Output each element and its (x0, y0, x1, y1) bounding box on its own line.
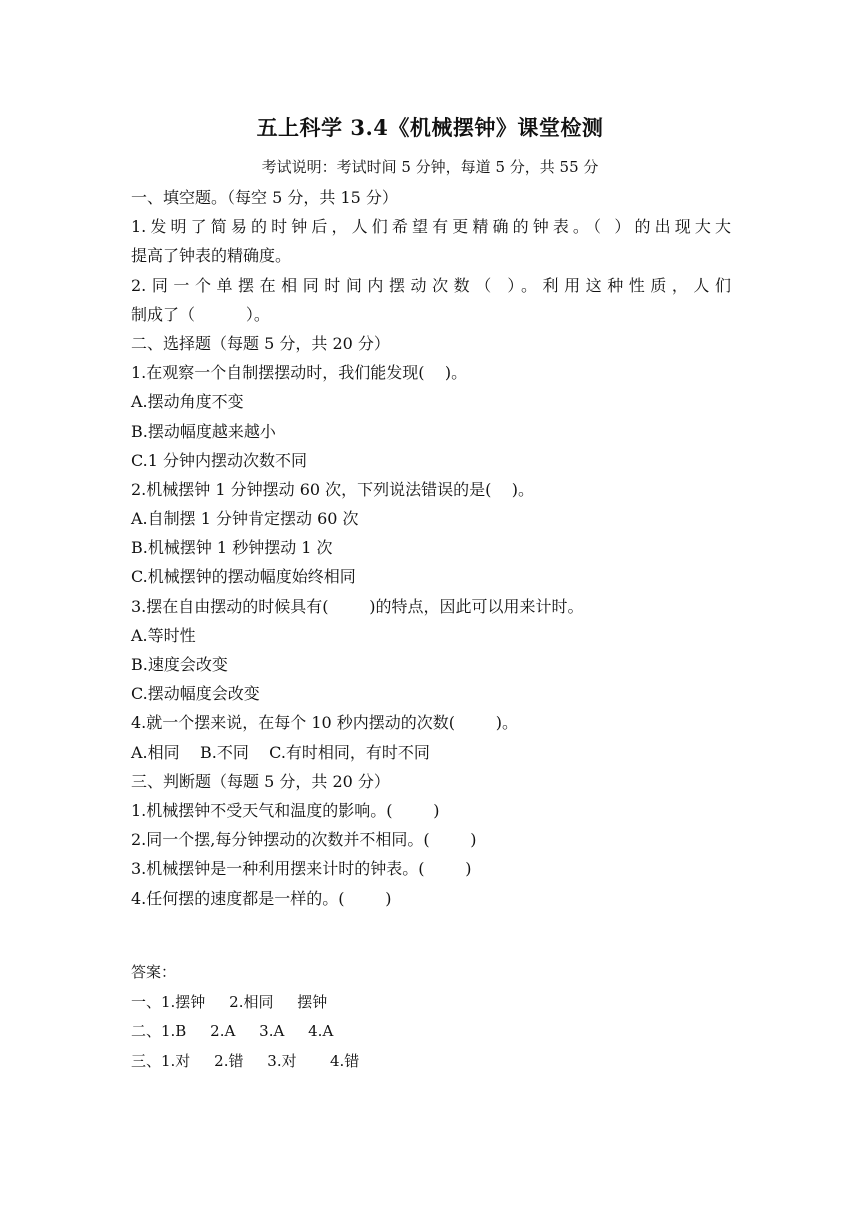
answer-line: 一、1.摆钟 2.相同 摆钟 (131, 992, 328, 1011)
question-body (131, 183, 731, 913)
answer-key (131, 958, 731, 1076)
option-line: A.相同 B.不同 C.有时相同，有时不同 (131, 742, 430, 762)
question-line: 4.就一个摆来说，在每个 10 秒内摆动的次数( )。 (131, 713, 518, 733)
exam-instructions: 考试说明：考试时间 5 分钟，每道 5 分，共 55 分 (261, 158, 599, 176)
question-line: 4.任何摆的速度都是一样的。( ) (131, 888, 392, 908)
option-line: A.自制摆 1 分钟肯定摆动 60 次 (131, 509, 359, 529)
option-line: B.速度会改变 (131, 655, 228, 674)
question-line: 制成了（ ）。 (131, 304, 270, 324)
question-line: 提高了钟表的精确度。 (131, 246, 292, 266)
section-heading-multiple-choice: 二、选择题（每题 5 分，共 20 分） (131, 333, 390, 353)
section-heading-fill-blank: 一、填空题。（每空 5 分，共 15 分） (131, 188, 398, 207)
option-line: C.机械摆钟的摆动幅度始终相同 (131, 567, 356, 587)
question-line: 1.发明了简易的时钟后，人们希望有更精确的钟表。（ ）的出现大大 (131, 217, 731, 237)
answer-line: 三、1.对 2.错 3.对 4.错 (131, 1051, 360, 1070)
option-line: B.机械摆钟 1 秒钟摆动 1 次 (131, 538, 333, 558)
section-heading-true-false: 三、判断题（每题 5 分，共 20 分） (131, 771, 390, 791)
question-line: 2.同一个单摆在相同时间内摆动次数（ ）。利用这种性质，人们 (131, 275, 731, 295)
answer-heading: 答案： (131, 963, 177, 981)
question-line: 1.机械摆钟不受天气和温度的影响。( ) (131, 800, 440, 820)
question-line: 1.在观察一个自制摆摆动时，我们能发现( )。 (131, 363, 468, 383)
question-line: 3.机械摆钟是一种利用摆来计时的钟表。( ) (131, 859, 472, 879)
option-line: B.摆动幅度越来越小 (131, 421, 276, 441)
question-line: 3.摆在自由摆动的时候具有( )的特点，因此可以用来计时。 (131, 596, 584, 616)
answer-line: 二、1.B 2.A 3.A 4.A (131, 1022, 334, 1040)
option-line: C.1 分钟内摆动次数不同 (131, 450, 308, 470)
question-line: 2.同一个摆,每分钟摆动的次数并不相同。( ) (131, 830, 477, 850)
option-line: A.摆动角度不变 (131, 392, 244, 412)
question-line: 2.机械摆钟 1 分钟摆动 60 次，下列说法错误的是( )。 (131, 479, 534, 499)
option-line: C.摆动幅度会改变 (131, 684, 260, 704)
option-line: A.等时性 (131, 625, 196, 645)
page-title: 五上科学 3.4《机械摆钟》课堂检测 (256, 115, 604, 140)
